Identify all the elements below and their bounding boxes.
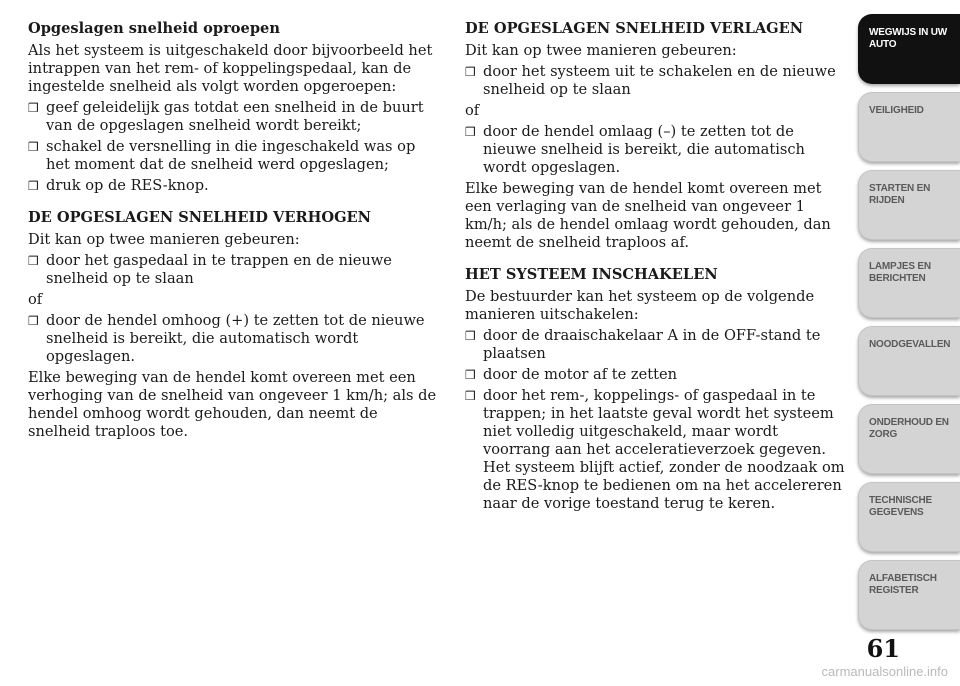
checkbox-bullet-icon: ❒ — [465, 125, 476, 139]
list-item: ❒ door het gaspedaal in te trappen en de nieuwe snelheid op te slaan — [28, 252, 392, 287]
bullet-list — [28, 252, 440, 288]
checkbox-bullet-icon: ❒ — [465, 329, 476, 343]
tab-onderhoud-en-zorg[interactable]: ONDERHOUD EN ZORG — [858, 404, 960, 474]
bullet-list — [465, 327, 845, 513]
bullet-list — [28, 99, 440, 195]
section-heading-increase: DE OPGESLAGEN SNELHEID VERHOGEN — [28, 209, 372, 226]
list-item: ❒ door het systeem uit te schakelen en de nieuwe snelheid op te slaan — [465, 63, 836, 98]
paragraph: De bestuurder kan het systeem op de volgende manieren uitschakelen: — [465, 288, 815, 323]
tab-veiligheid[interactable]: VEILIGHEID — [858, 92, 960, 162]
tab-starten-en-rijden[interactable]: STARTEN EN RIJDEN — [858, 170, 960, 240]
tab-noodgevallen[interactable]: NOODGEVALLEN — [858, 326, 960, 396]
watermark-text: carmanualsonline.info — [821, 664, 948, 679]
checkbox-bullet-icon: ❒ — [465, 65, 476, 79]
checkbox-bullet-icon: ❒ — [28, 254, 39, 268]
checkbox-bullet-icon: ❒ — [28, 314, 39, 328]
paragraph: Als het systeem is uitgeschakeld door bijvoorbeeld het intrappen van het rem- of koppelingspedaal, kan de ingestelde snelheid als volgt worden opgeroepen: — [28, 42, 433, 95]
list-item: ❒ door de draaischakelaar A in de OFF-stand te plaatsen — [465, 327, 821, 362]
paragraph: Elke beweging van de hendel komt overeen met een verlaging van de snelheid van ongeveer 1 km/h; als de hendel omlaag wordt gehouden, dan neemt de snelheid traploos af. — [465, 180, 831, 251]
paragraph: Dit kan op twee manieren gebeuren: — [28, 231, 300, 248]
tab-alfabetisch-register[interactable]: ALFABETISCH REGISTER — [858, 560, 960, 630]
bullet-list — [465, 123, 845, 177]
list-item: ❒ door de hendel omlaag (–) te zetten tot de nieuwe snelheid is bereikt, die automatisch wordt opgeslagen. — [465, 123, 805, 176]
section-heading-enable: HET SYSTEEM INSCHAKELEN — [465, 266, 718, 283]
tab-technische-gegevens[interactable]: TECHNISCHE GEGEVENS — [858, 482, 960, 552]
checkbox-bullet-icon: ❒ — [28, 140, 39, 154]
section-heading-recall: Opgeslagen snelheid oproepen — [28, 20, 280, 37]
list-item: ❒ door het rem-, koppelings- of gaspedaal in te trappen; in het laatste geval wordt het systeem niet volledig uitgeschakeld, maar wordt voorrang aan het acceleratieverzoek gegeven. Het systeem blijft actief, zonder de noodzaak om de RES-knop te bedienen om na het accelereren naar de vorige toestand terug te keren. — [465, 387, 845, 512]
list-item: ❒ door de motor af te zetten — [465, 366, 678, 383]
or-text: of — [28, 291, 43, 308]
right-column — [465, 20, 845, 516]
tab-lampjes-en-berichten[interactable]: LAMPJES EN BERICHTEN — [858, 248, 960, 318]
checkbox-bullet-icon: ❒ — [28, 179, 39, 193]
paragraph: Elke beweging van de hendel komt overeen met een verhoging van de snelheid van ongeveer 1 km/h; als de hendel omhoog wordt gehouden, dan neemt de snelheid traploos toe. — [28, 369, 437, 440]
checkbox-bullet-icon: ❒ — [465, 389, 476, 403]
left-column — [28, 20, 440, 444]
chapter-tabs — [858, 14, 960, 638]
checkbox-bullet-icon: ❒ — [28, 101, 39, 115]
page-number: 61 — [866, 634, 900, 663]
section-heading-decrease: DE OPGESLAGEN SNELHEID VERLAGEN — [465, 20, 804, 37]
tab-wegwijs[interactable]: WEGWIJS IN UW AUTO — [858, 14, 960, 84]
list-item: ❒ druk op de RES-knop. — [28, 177, 209, 194]
bullet-list — [28, 312, 440, 366]
list-item: ❒ schakel de versnelling in die ingeschakeld was op het moment dat de snelheid werd opgeslagen; — [28, 138, 416, 173]
list-item: ❒ geef geleidelijk gas totdat een snelheid in de buurt van de opgeslagen snelheid wordt bereikt; — [28, 99, 424, 134]
bullet-list — [465, 63, 845, 99]
paragraph: Dit kan op twee manieren gebeuren: — [465, 42, 737, 59]
list-item: ❒ door de hendel omhoog (+) te zetten tot de nieuwe snelheid is bereikt, die automatisch wordt opgeslagen. — [28, 312, 425, 365]
checkbox-bullet-icon: ❒ — [465, 368, 476, 382]
or-text: of — [465, 102, 480, 119]
